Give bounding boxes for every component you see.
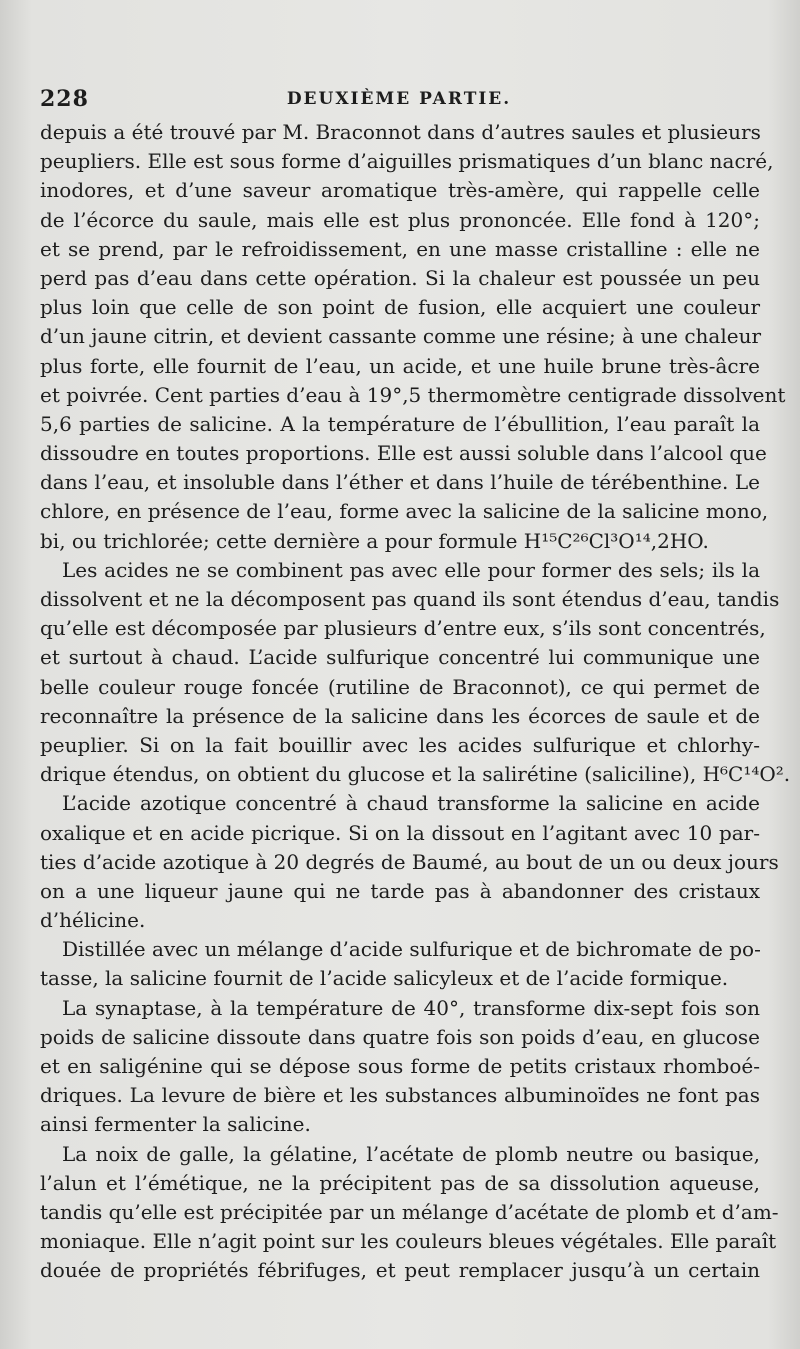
text-line: de l’écorce du saule, mais elle est plus prononcée. Elle fond à 120°;: [40, 207, 760, 232]
text-line: on a une liqueur jaune qui ne tarde pas à abandonner des cristaux: [40, 878, 760, 903]
text-line: et en saligénine qui se dépose sous forme de petits cristaux rhomboé-: [40, 1054, 760, 1078]
text-line: L’acide azotique concentré à chaud transforme la salicine en acide: [62, 791, 760, 816]
text-line: d’hélicine.: [40, 908, 146, 933]
text-line: La noix de galle, la gélatine, l’acétate de plomb neutre ou basique,: [62, 1141, 760, 1166]
text-line: plus forte, elle fournit de l’eau, un acide, et une huile brune très-âcre: [40, 353, 760, 378]
text-line: drique étendus, on obtient du glucose et la salirétine (saliciline), H⁶C¹⁴O².: [40, 762, 791, 787]
text-line: ties d’acide azotique à 20 degrés de Baumé, au bout de un ou deux jours: [40, 849, 779, 874]
text-line: plus loin que celle de son point de fusion, elle acquiert une couleur: [40, 295, 760, 320]
text-line: depuis a été trouvé par M. Braconnot dans d’autres saules et plusieurs: [40, 120, 761, 144]
text-line: moniaque. Elle n’agit point sur les couleurs bleues végétales. Elle paraît: [40, 1229, 777, 1254]
text-line: et poivrée. Cent parties d’eau à 19°,5 thermomètre centigrade dissolvent: [40, 382, 786, 407]
text-line: perd pas d’eau dans cette opération. Si la chaleur est poussée un peu: [40, 265, 760, 290]
text-line: chlore, en présence de l’eau, forme avec la salicine de la salicine mono,: [40, 499, 769, 524]
text-line: poids de salicine dissoute dans quatre fois son poids d’eau, en glucose: [40, 1024, 760, 1049]
page-header: [40, 86, 758, 116]
text-line: driques. La levure de bière et les substances albuminoïdes ne font pas: [40, 1083, 760, 1108]
text-line: 5,6 parties de salicine. A la température de l’ébullition, l’eau paraît la: [40, 411, 760, 436]
text-line: belle couleur rouge foncée (rutiline de Braconnot), ce qui permet de: [40, 674, 760, 699]
text-line: et se prend, par le refroidissement, en une masse cristalline : elle ne: [40, 236, 760, 261]
text-line: dans l’eau, et insoluble dans l’éther et dans l’huile de térébenthine. Le: [40, 470, 760, 495]
text-line: Distillée avec un mélange d’acide sulfurique et de bichromate de po-: [62, 937, 761, 962]
text-line: douée de propriétés fébrifuges, et peut remplacer jusqu’à un certain: [40, 1258, 760, 1283]
text-line: ainsi fermenter la salicine.: [40, 1112, 311, 1137]
text-line: oxalique et en acide picrique. Si on la dissout en l’agitant avec 10 par-: [40, 820, 760, 845]
text-line: qu’elle est décomposée par plusieurs d’entre eux, s’ils sont concentrés,: [40, 616, 766, 641]
text-line: La synaptase, à la température de 40°, transforme dix-sept fois son: [62, 995, 760, 1020]
text-line: peuplier. Si on la fait bouillir avec les acides sulfurique et chlorhy-: [40, 732, 760, 757]
text-line: reconnaître la présence de la salicine dans les écorces de saule et de: [40, 703, 760, 728]
page-number: 228: [40, 86, 89, 112]
text-line: bi, ou trichlorée; cette dernière a pour formule H¹⁵C²⁶Cl³O¹⁴,2HO.: [40, 528, 709, 553]
text-line: et surtout à chaud. L’acide sulfurique concentré lui communique une: [40, 645, 760, 670]
text-line: tandis qu’elle est précipitée par un mélange d’acétate de plomb et d’am-: [40, 1199, 779, 1224]
text-line: inodores, et d’une saveur aromatique très-amère, qui rappelle celle: [40, 178, 760, 203]
text-line: dissolvent et ne la décomposent pas quand ils sont étendus d’eau, tandis: [40, 587, 780, 611]
running-title: DEUXIÈME PARTIE.: [286, 89, 512, 109]
text-line: dissoudre en toutes proportions. Elle est aussi soluble dans l’alcool que: [40, 441, 767, 466]
text-line: Les acides ne se combinent pas avec elle pour former des sels; ils la: [62, 557, 760, 582]
body-text: [40, 118, 791, 1286]
text-line: d’un jaune citrin, et devient cassante comme une résine; à une chaleur: [40, 324, 762, 349]
text-line: l’alun et l’émétique, ne la précipitent pas de sa dissolution aqueuse,: [40, 1170, 760, 1195]
text-line: tasse, la salicine fournit de l’acide salicyleux et de l’acide formique.: [40, 966, 729, 991]
text-line: peupliers. Elle est sous forme d’aiguilles prismatiques d’un blanc nacré,: [40, 149, 774, 174]
